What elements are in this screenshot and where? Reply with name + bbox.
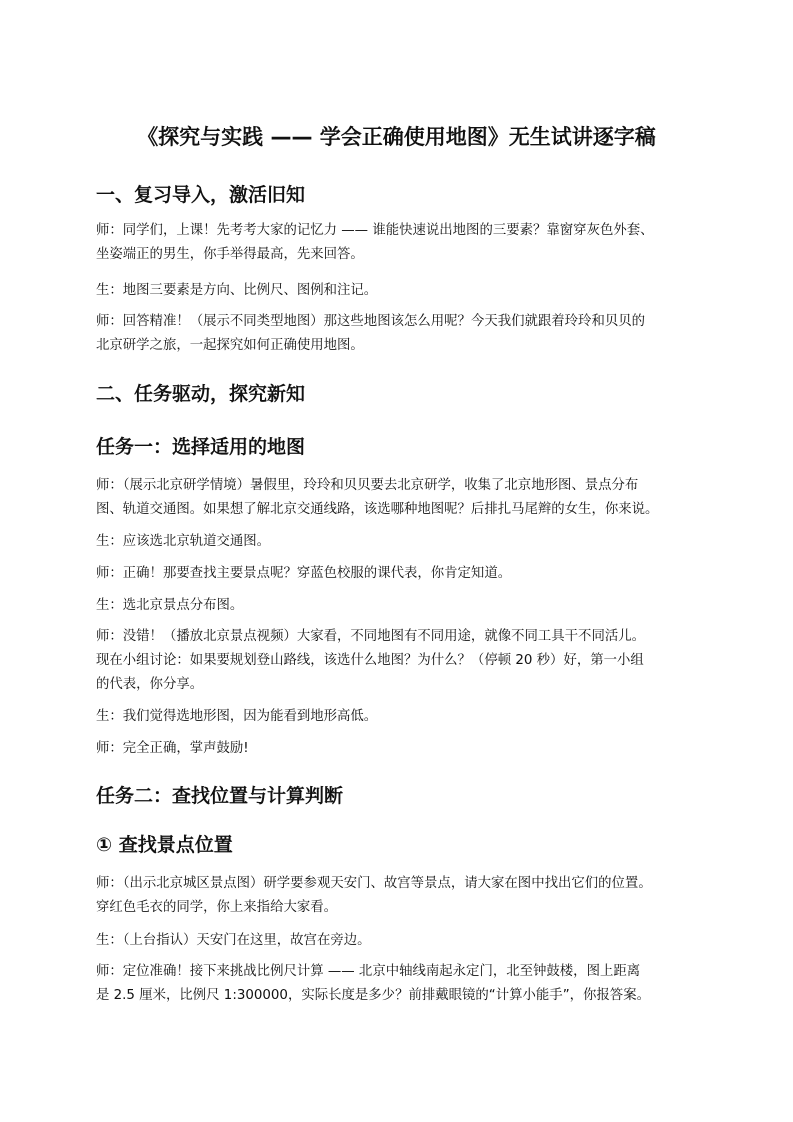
section-heading-tasks: 二、任务驱动，探究新知 bbox=[96, 383, 306, 405]
task1-heading: 任务一：选择适用的地图 bbox=[96, 436, 306, 458]
paragraph: 师：回答精准！（展示不同类型地图）那这些地图该怎么用呢？今天我们就跟着玲玲和贝贝的 北京研学之旅，一起探究如何正确使用地图。 bbox=[96, 314, 646, 353]
section-heading-review: 一、复习导入，激活旧知 bbox=[96, 184, 306, 206]
document-title: 《探究与实践 —— 学会正确使用地图》无生试讲逐字稿 bbox=[137, 125, 656, 149]
paragraph: 生：（上台指认）天安门在这里，故宫在旁边。 bbox=[96, 933, 371, 948]
paragraph: 师：（出示北京城区景点图）研学要参观天安门、故宫等景点，请大家在图中找出它们的位置。 穿红色毛衣的同学，你上来指给大家看。 bbox=[96, 876, 652, 915]
paragraph: 师：（展示北京研学情境）暑假里，玲玲和贝贝要去北京研学，收集了北京地形图、景点分布 图、轨道交通图。如果想了解北京交通线路，该选哪种地图呢？后排扎马尾辫的女生，你来说。 bbox=[96, 478, 659, 517]
paragraph: 师：定位准确！接下来挑战比例尺计算 —— 北京中轴线南起永定门，北至钟鼓楼，图上距离 是 2.5 厘米，比例尺 1:300000，实际长度是多少？前排戴眼镜的“计算小能手”，你报答案。 bbox=[96, 964, 650, 1003]
paragraph: 生：选北京景点分布图。 bbox=[96, 598, 244, 613]
paragraph: 师：同学们，上课！先考考大家的记忆力 —— 谁能快速说出地图的三要素？靠窗穿灰色外套、 坐姿端正的男生，你手举得最高，先来回答。 bbox=[96, 223, 654, 262]
paragraph: 师：完全正确，掌声鼓励! bbox=[96, 741, 249, 756]
paragraph: 生：应该选北京轨道交通图。 bbox=[96, 534, 271, 549]
paragraph: 生：我们觉得选地形图，因为能看到地形高低。 bbox=[96, 709, 378, 724]
task2-heading: 任务二：查找位置与计算判断 bbox=[96, 785, 344, 807]
paragraph: 生：地图三要素是方向、比例尺、图例和注记。 bbox=[96, 283, 378, 298]
paragraph: 师：正确！那要查找主要景点呢？穿蓝色校服的课代表，你肯定知道。 bbox=[96, 566, 512, 581]
paragraph: 师：没错！（播放北京景点视频）大家看，不同地图有不同用途，就像不同工具干不同活儿。 现在小组讨论：如果要规划登山路线，该选什么地图？为什么？（停顿 20 秒）好，第一小组 的代表，你分享。 bbox=[96, 629, 646, 692]
subtask-heading: ① 查找景点位置 bbox=[96, 834, 233, 856]
